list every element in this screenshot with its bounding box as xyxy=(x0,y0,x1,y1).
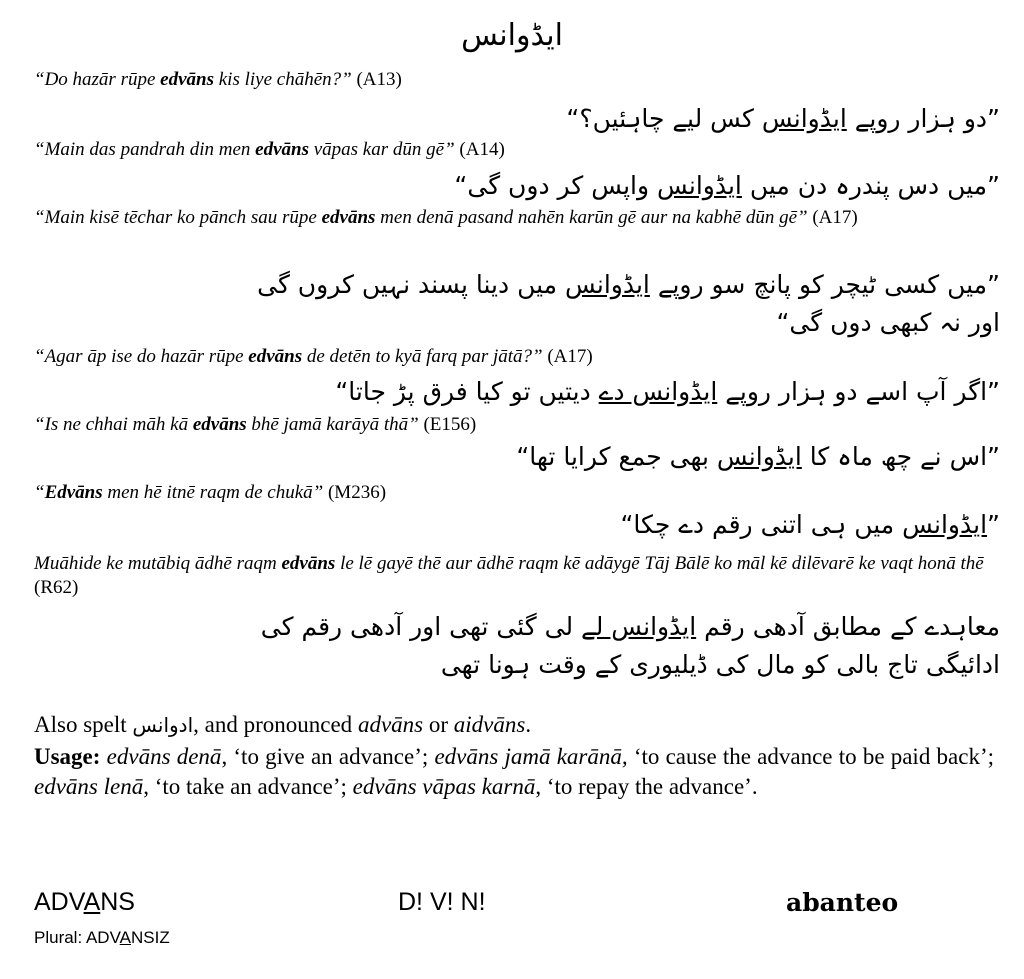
headword-underlined: ایڈوانس xyxy=(761,104,847,133)
spelling-note xyxy=(34,710,994,740)
spelt-text: Also spelt xyxy=(34,712,133,737)
headword-underlined: ایڈوانس xyxy=(657,171,742,200)
headword-bold: edvāns xyxy=(248,346,303,367)
phonetic-spelling: D! V! N! xyxy=(398,888,486,916)
example-urdu xyxy=(60,438,1000,476)
usage-gloss: , ‘to repay the advance’. xyxy=(535,774,758,799)
romanized-headword: ADVANS xyxy=(34,888,135,916)
pronounced-text: , and pronounced xyxy=(193,712,358,737)
usage-phrase: edvāns denā xyxy=(106,744,222,769)
alt-spelling-urdu: ادوانس xyxy=(132,713,194,737)
pronunciation-1: advāns xyxy=(357,712,424,737)
headword-underlined: ایڈوانس دے xyxy=(598,377,718,406)
headword-bold: edvāns xyxy=(321,207,376,228)
example-urdu xyxy=(60,100,1000,138)
source-reference: (A17) xyxy=(812,207,858,228)
period: . xyxy=(525,712,532,737)
headword-bold: edvāns xyxy=(255,139,309,160)
headword-bold: Edvāns xyxy=(44,482,103,503)
usage-label: Usage: xyxy=(34,744,101,769)
source-reference: (A14) xyxy=(459,139,505,160)
example-urdu xyxy=(60,167,1000,205)
headword-underlined: ایڈوانس xyxy=(716,442,802,471)
urdu-line: ”اس نے چھ ماہ کا ایڈوانس بھی جمع کرایا تھا“ xyxy=(516,442,1000,471)
usage-note xyxy=(34,742,994,802)
example-urdu xyxy=(60,608,1000,684)
pronunciation-2: aidvāns xyxy=(453,712,526,737)
source-reference: (A17) xyxy=(547,346,593,367)
example-urdu xyxy=(60,506,1000,544)
or-text: or xyxy=(423,712,454,737)
headword-underlined: ایڈوانس xyxy=(902,510,988,539)
usage-gloss: ‘to cause the advance to be paid back’; xyxy=(627,744,994,769)
headword-underlined: ایڈوانس xyxy=(564,270,650,299)
plural-form: Plural: ADVANSIZ xyxy=(34,928,170,947)
usage-gloss: , ‘to give an advance’; xyxy=(221,744,435,769)
urdu-line: ”ایڈوانس میں ہی اتنی رقم دے چکا“ xyxy=(620,510,1000,539)
source-reference: (R62) xyxy=(34,577,79,598)
urdu-line: ”میں دس پندرہ دن میں ایڈوانس واپس کر دوں گی“ xyxy=(454,171,1000,200)
usage-phrase: edvāns jamā karānā, xyxy=(434,744,628,769)
example-transliteration: “Agar āp ise do hazār rūpe edvāns de detēn to kyā farq par jātā?” (A17) xyxy=(34,346,593,367)
usage-gloss: , ‘to take an advance’; xyxy=(143,774,353,799)
example-transliteration: “Main das pandrah din men edvāns vāpas kar dūn gē” (A14) xyxy=(34,139,505,160)
script-rendering: abanteo xyxy=(786,888,899,917)
source-reference: (E156) xyxy=(423,414,477,435)
example-urdu xyxy=(60,266,1000,342)
urdu-line: ”دو ہزار روپے ایڈوانس کس لیے چاہئیں؟“ xyxy=(566,104,1000,133)
urdu-line: معاہدے کے مطابق آدھی رقم ایڈوانس لے لی گئی تھی اور آدھی رقم کی xyxy=(260,612,1000,641)
headword-bold: edvāns xyxy=(192,414,247,435)
example-transliteration: “Main kisē tēchar ko pānch sau rūpe edvāns men denā pasand nahēn karūn gē aur na kabhē dūn gē” (A17) xyxy=(34,207,858,228)
urdu-line: ”میں کسی ٹیچر کو پانچ سو روپے ایڈوانس میں دینا پسند نہیں کروں گی xyxy=(257,270,1000,299)
example-transliteration: Muāhide ke mutābiq ādhē raqm edvāns le lē gayē thē aur ādhē raqm kē adāygē Tāj Bālē ko māl kē dilēvarē ke vaqt honā thē (R62) xyxy=(34,553,984,598)
example-urdu xyxy=(60,373,1000,411)
usage-phrase: edvāns lenā xyxy=(34,774,144,799)
source-reference: (M236) xyxy=(327,482,387,503)
urdu-line: اور نہ کبھی دوں گی“ xyxy=(776,308,1000,337)
example-transliteration: “Edvāns men hē itnē raqm de chukā” (M236) xyxy=(34,482,387,503)
headword-urdu: ایڈوانس xyxy=(461,18,563,53)
usage-phrase: edvāns vāpas karnā xyxy=(352,774,536,799)
headword-bold: edvāns xyxy=(281,553,336,574)
headword-bold: edvāns xyxy=(160,69,214,90)
urdu-line: ادائیگی تاج بالی کو مال کی ڈیلیوری کے وقت ہونا تھی xyxy=(440,650,1000,679)
example-transliteration: “Is ne chhai māh kā edvāns bhē jamā karāyā thā” (E156) xyxy=(34,414,477,435)
headword-underlined: ایڈوانس لے xyxy=(581,612,697,641)
urdu-line: ”اگر آپ اسے دو ہزار روپے ایڈوانس دے دیتیں تو کیا فرق پڑ جاتا“ xyxy=(335,377,1000,406)
source-reference: (A13) xyxy=(356,69,402,90)
example-transliteration: “Do hazār rūpe edvāns kis liye chāhēn?” (A13) xyxy=(34,69,402,90)
